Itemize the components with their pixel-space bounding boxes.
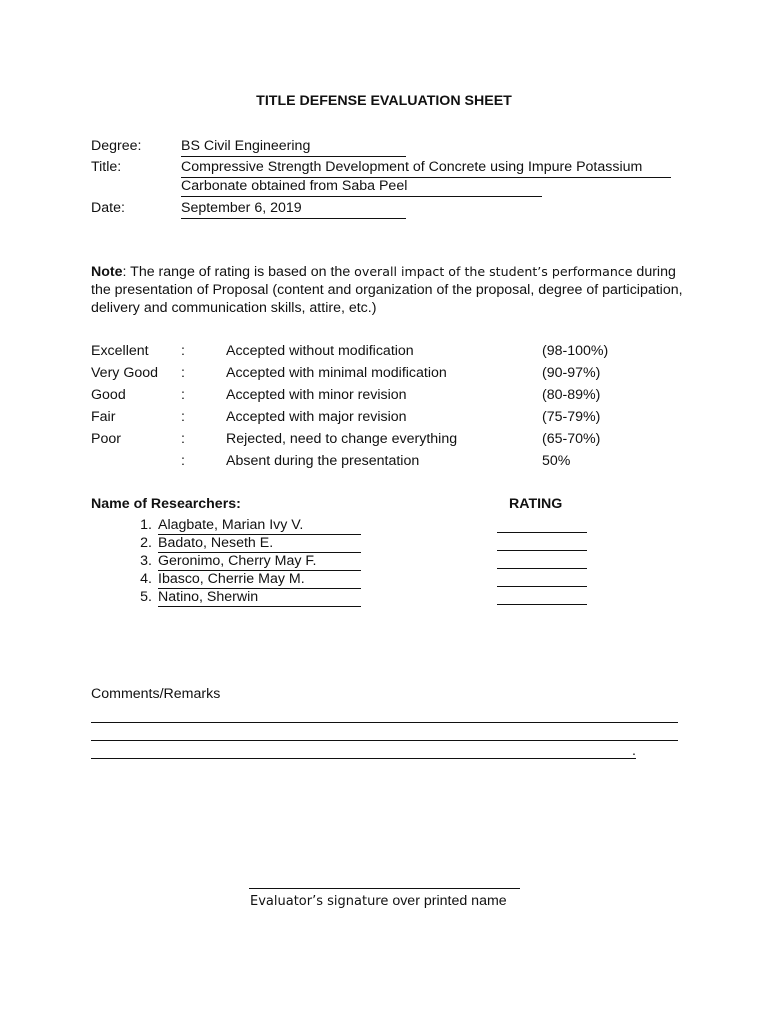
title-value-line1-text: Compressive Strength Development of Concrete using Impure Potassium (181, 158, 671, 178)
rating-blank-line[interactable] (497, 586, 587, 587)
comments-end-mark: . (632, 743, 636, 759)
researcher-name: Natino, Sherwin (158, 588, 361, 607)
signature-line[interactable] (249, 888, 520, 889)
scale-separator: : (181, 365, 185, 381)
scale-range: (98-100%) (542, 343, 609, 359)
degree-value-text: BS Civil Engineering (181, 137, 406, 157)
signature-caption-a: Evaluator’s signature (250, 894, 389, 909)
researcher-number: 2. (140, 535, 152, 551)
researcher-number: 5. (140, 589, 152, 605)
researcher-number: 4. (140, 571, 152, 587)
signature-caption-b: over printed name (388, 893, 507, 909)
scale-description: Accepted without modification (226, 343, 414, 359)
comments-line[interactable] (91, 722, 678, 723)
scale-separator: : (181, 453, 185, 469)
comments-line[interactable] (91, 740, 678, 741)
signature-caption (250, 893, 507, 909)
scale-separator: : (181, 409, 185, 425)
note-text-a: : The range of rating is based on the (122, 264, 355, 280)
researchers-header: Name of Researchers: (91, 496, 241, 512)
scale-grade: Poor (91, 431, 121, 447)
scale-range: (65-70%) (542, 431, 601, 447)
title-value-line2-text: Carbonate obtained from Saba Peel (181, 177, 542, 197)
scale-description: Absent during the presentation (226, 453, 420, 469)
scale-separator: : (181, 343, 185, 359)
note-text-c: during the presentation of Proposal (content and organization of the proposal, degree of participation, delivery and communication skills, attire, etc.) (91, 264, 683, 316)
scale-description: Rejected, need to change everything (226, 431, 458, 447)
rating-blank-line[interactable] (497, 532, 587, 533)
researcher-name: Ibasco, Cherrie May M. (158, 570, 361, 589)
scale-range: (80-89%) (542, 387, 601, 403)
scale-grade: Good (91, 387, 126, 403)
page-title: TITLE DEFENSE EVALUATION SHEET (256, 93, 512, 109)
scale-separator: : (181, 431, 185, 447)
researcher-number: 3. (140, 553, 152, 569)
note-paragraph (91, 263, 691, 317)
scale-grade: Very Good (91, 365, 159, 381)
date-label: Date: (91, 200, 125, 216)
note-text-b: overall impact of the student’s performance (354, 264, 633, 279)
title-value-line2 (181, 177, 542, 197)
scale-separator: : (181, 387, 185, 403)
researcher-name: Alagbate, Marian Ivy V. (158, 516, 361, 535)
comments-line[interactable] (91, 758, 636, 759)
scale-grade: Fair (91, 409, 116, 425)
date-value (181, 199, 406, 219)
date-value-text: September 6, 2019 (181, 199, 406, 219)
scale-description: Accepted with minimal modification (226, 365, 447, 381)
researcher-number: 1. (140, 517, 152, 533)
note-label: Note (91, 264, 123, 280)
scale-range: 50% (542, 453, 571, 469)
comments-label: Comments/Remarks (91, 686, 221, 702)
rating-blank-line[interactable] (497, 550, 587, 551)
scale-grade: Excellent (91, 343, 149, 359)
title-value-line1 (181, 158, 671, 178)
researcher-name: Badato, Neseth E. (158, 534, 361, 553)
scale-description: Accepted with minor revision (226, 387, 407, 403)
scale-range: (90-97%) (542, 365, 601, 381)
rating-blank-line[interactable] (497, 568, 587, 569)
degree-value (181, 137, 406, 157)
researcher-name: Geronimo, Cherry May F. (158, 552, 361, 571)
scale-range: (75-79%) (542, 409, 601, 425)
scale-description: Accepted with major revision (226, 409, 407, 425)
rating-blank-line[interactable] (497, 604, 587, 605)
title-label: Title: (91, 159, 122, 175)
degree-label: Degree: (91, 138, 142, 154)
rating-header: RATING (509, 496, 563, 512)
